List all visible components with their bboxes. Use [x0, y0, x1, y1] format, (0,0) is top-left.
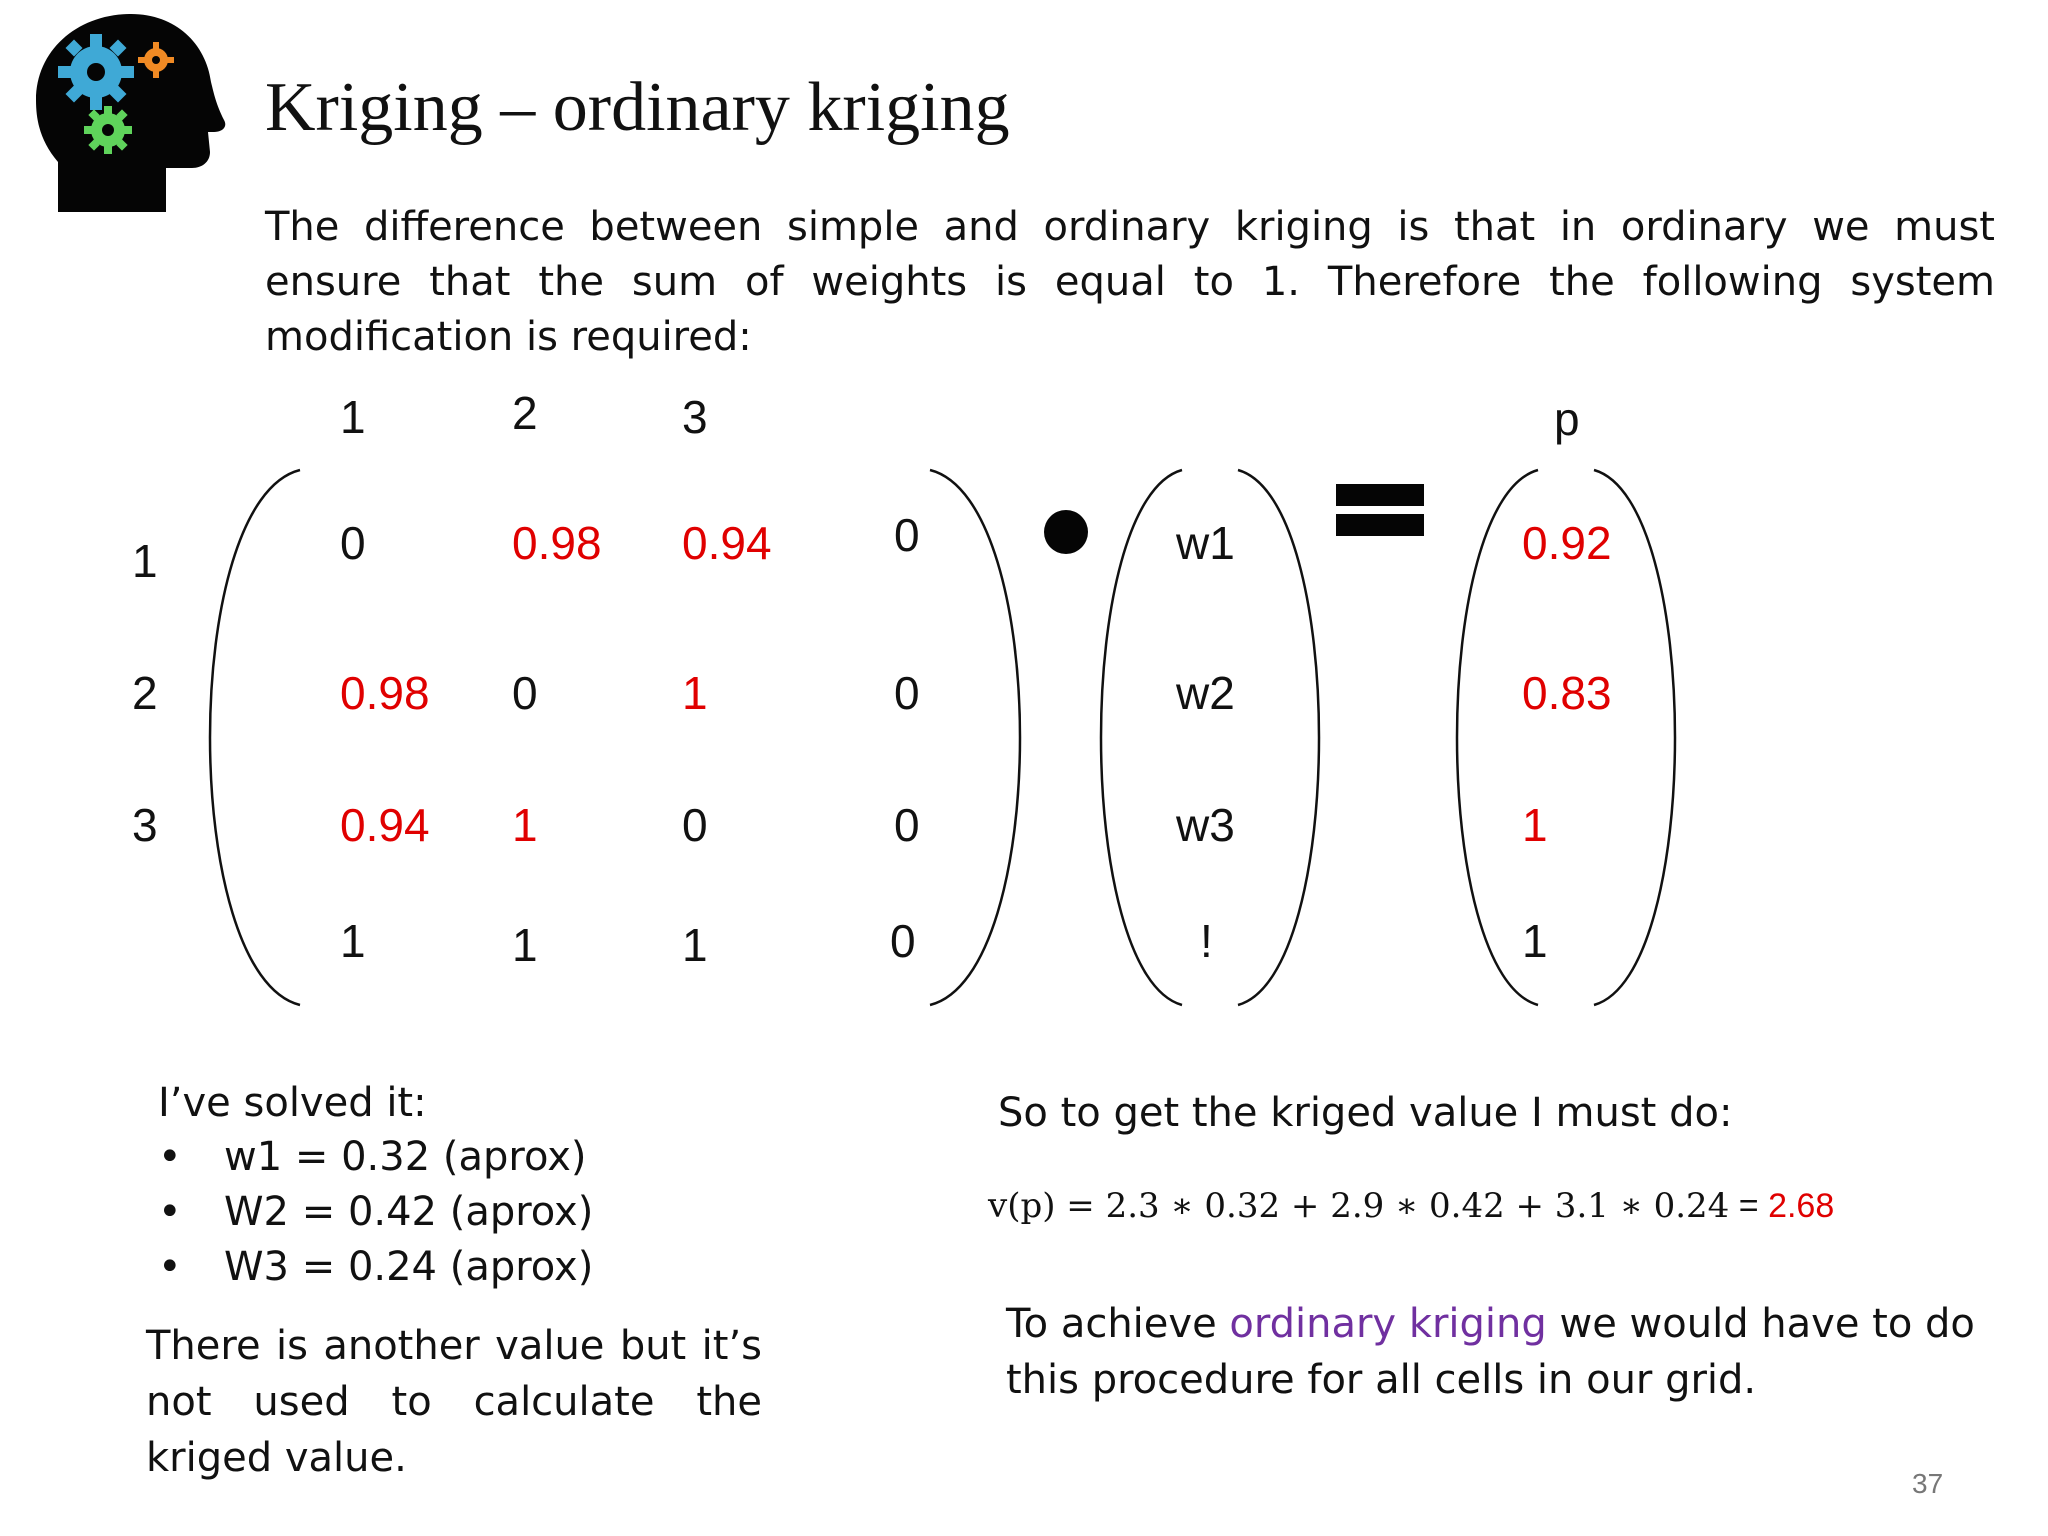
list-item: [158, 1185, 593, 1240]
row-header: 3: [132, 799, 158, 851]
matrix-cell: 1: [682, 667, 708, 719]
matrix-cell: 0.94: [682, 517, 772, 569]
achieve-text: we would have to do this procedure for all cells in our grid.: [1006, 1301, 1975, 1403]
weight-cell: w1: [1176, 517, 1235, 569]
p-header: p: [1554, 393, 1580, 445]
equation-lhs: v(p) = 2.3 ∗ 0.32 + 2.9 ∗ 0.42 + 3.1 ∗ 0.24: [988, 1186, 1730, 1226]
equation-equals: =: [1729, 1187, 1769, 1225]
p-cell: 0.92: [1522, 517, 1612, 569]
weights-right-bracket: [1238, 470, 1319, 1005]
weight-cell: !: [1200, 915, 1213, 967]
list-item: [158, 1130, 593, 1185]
matrix-cell: 0: [894, 799, 920, 851]
solution-title: I’ve solved it:: [158, 1080, 427, 1126]
matrix-cell: 0.98: [512, 517, 602, 569]
matrix-cell: 0: [890, 915, 916, 967]
matrix-cell: 0: [512, 667, 538, 719]
solution-list: [158, 1130, 593, 1295]
page-title: Kriging – ordinary kriging: [265, 69, 1010, 146]
row-header: 2: [132, 667, 158, 719]
row-header: 1: [132, 535, 158, 587]
weight-cell: w3: [1176, 799, 1235, 851]
matrix-cell: 0: [682, 799, 708, 851]
solution-note: There is another value but it’s not used to calculate the kriged value.: [146, 1323, 762, 1481]
matrix-cell: 0.94: [340, 799, 430, 851]
bullet: •: [158, 1244, 182, 1290]
kriged-equation: [988, 1186, 1834, 1226]
achieve-highlight: ordinary kriging: [1229, 1301, 1547, 1347]
p-cell: 1: [1522, 799, 1548, 851]
matrix-cell: 0: [894, 667, 920, 719]
bullet: •: [158, 1134, 182, 1180]
p-cell: 0.83: [1522, 667, 1612, 719]
solution-item-text: W3 = 0.24 (aprox): [224, 1244, 594, 1290]
weight-cell: w2: [1176, 667, 1235, 719]
solution-item-text: w1 = 0.32 (aprox): [224, 1134, 587, 1180]
matrix-cell: 0.98: [340, 667, 430, 719]
matrix-cell: 1: [340, 915, 366, 967]
matrix-right-bracket: [930, 470, 1020, 1005]
page-number: 37: [1912, 1468, 1944, 1499]
solution-item-text: W2 = 0.42 (aprox): [224, 1189, 594, 1235]
intro-paragraph: The difference between simple and ordinary kriging is that in ordinary we must ensure that the sum of weights is equal to 1. Therefore the following system modification is required:: [265, 204, 1995, 360]
col-header: 1: [340, 391, 366, 443]
matrix-cell: 1: [682, 919, 708, 971]
equals-bars-icon-bottom: [1336, 514, 1424, 536]
list-item: [158, 1240, 593, 1295]
matrix-cell: 1: [512, 919, 538, 971]
bullet: •: [158, 1189, 182, 1235]
matrix-cell: 0: [894, 509, 920, 561]
p-cell: 1: [1522, 915, 1548, 967]
kriged-intro: So to get the kriged value I must do:: [998, 1090, 1733, 1136]
matrix-cell: 1: [512, 799, 538, 851]
equals-bars-icon-top: [1336, 484, 1424, 506]
weights-left-bracket: [1101, 470, 1182, 1005]
equation-result: 2.68: [1768, 1187, 1835, 1225]
matrix-cell: 0: [340, 517, 366, 569]
achieve-text: To achieve: [1006, 1301, 1230, 1347]
matrix-left-bracket: [210, 470, 300, 1005]
dot-operator-icon: [1044, 510, 1088, 554]
col-header: 2: [512, 387, 538, 439]
achieve-paragraph: [1006, 1296, 1996, 1408]
col-header: 3: [682, 391, 708, 443]
